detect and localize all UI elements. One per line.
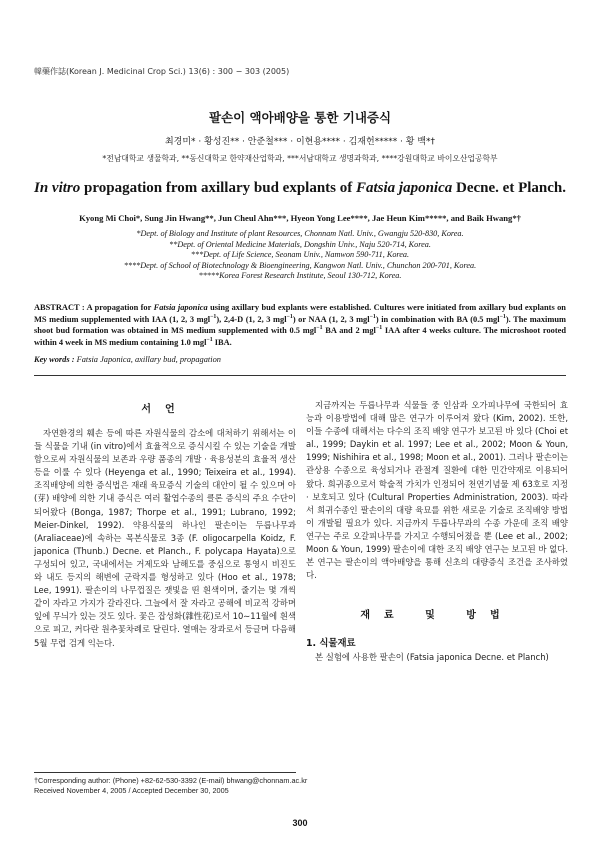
right-paragraph: 지금까지는 두릅나무과 식물들 중 인삼과 오가피나무에 국한되어 효능과 이용방법에 대해 많은 연구가 이루어져 왔다 (Kim, 2002). 또한, 이들 수종에 대해서는 다수의 조직 배양 연구가 보고된 바 있다 (Choi et al., 1999; Daykin et al. 1997; Lee et al., 2002; Moon & Youn, 1999; Nishihira et al., 1998; Moon et al., 2001). 그러나 팔손이는 관상용 수종으로 육성되거나 관절계 질환에 대한 민간약재로 이용되어 왔다. 희귀종으로서 학술적 가치가 인정되어 천연기념물 제 63호로 지정 · 보호되고 있다 (Cultural Properties Administration, 2003). 따라서 희귀수종인 팔손이의 대량 육묘를 위한 새로운 기술로 조직배양 방법이 개발될 필요가 있다. 지금까지 두릅나무과의 수종 가운데 조직 배양 연구는 주로 오갈피나무를 가지고 수행되어졌을 뿐 (Lee et al., 2002; Moon & Youn, 1999) 팔손이에 대한 조직 배양 연구는 보고된 바 없다. 본 연구는 팔손이의 액아배양을 통해 신초의 대량증식 조건을 조사하였다. <box>306 400 568 581</box>
title-species: Fatsia japonica <box>356 180 453 196</box>
korean-title: 팔손이 액아배양을 통한 기내증식 <box>208 110 392 125</box>
methods-body <box>306 651 568 664</box>
korean-affiliations: *전남대학교 생물학과, **동신대학교 한약재산업학과, ***서남대학교 생명과학과, ****강원대학교 바이오산업공학부 <box>102 154 498 163</box>
intro-body <box>34 427 296 650</box>
affiliation-1: *Dept. of Biology and Institute of plant Resources, Chonnam Natl. Univ., Gwangju 520-830, Korea. <box>136 229 464 238</box>
abstract-sup-3: −1 <box>369 313 376 320</box>
title-in-vitro: In vitro <box>34 180 81 196</box>
intro-heading: 서언 <box>141 404 189 415</box>
journal-header: 韓藥作誌(Korean J. Medicinal Crop Sci.) 13(6) : 300 − 303 (2005) <box>34 67 290 76</box>
affiliation-list <box>0 229 600 282</box>
corresponding-author-line: †Corresponding author: (Phone) +82-62-530-3392 (E-mail) bhwang@chonnam.ac.kr <box>34 776 308 785</box>
abstract-text-9: IBA. <box>212 337 232 347</box>
keywords-text: Fatsia Japonica, axillary bud, propagation <box>74 355 221 364</box>
keywords-label: Key words : <box>34 355 75 364</box>
right-column <box>306 399 568 664</box>
abstract-sup-4: −1 <box>499 313 506 320</box>
abstract <box>34 302 566 348</box>
methods-paragraph: 본 실험에 사용한 팔손이 (Fatsia japonica Decne. et Planch) <box>315 652 549 663</box>
abstract-text-7: BA and 2 mgl <box>322 326 376 336</box>
keywords <box>34 355 566 364</box>
abstract-sup-2: −1 <box>286 313 293 320</box>
abstract-text-6: ). The maximum shoot bud formation was obtained in MS medium supplemented with 0.5 mgl <box>34 314 566 336</box>
footnote <box>34 776 334 796</box>
abstract-sup-6: −1 <box>375 325 383 332</box>
abstract-species: Fatsia japonica <box>153 303 208 312</box>
left-column <box>34 400 296 650</box>
english-author-list: Kyong Mi Choi*, Sung Jin Hwang**, Jun Cheul Ahn***, Hyeon Yong Lee****, Jae Heun Kim*****, and Baik Hwang*† <box>79 213 521 223</box>
abstract-text-3: ), 2,4-D (1, 2, 3 mgl <box>216 314 287 324</box>
abstract-text-4: ) or NAA (1, 2, 3 mgl <box>292 314 370 324</box>
abstract-text-8: IAA after 4 weeks culture. The microshoot rooted within 4 week in MS medium containing 1.0 mgl <box>34 326 566 347</box>
abstract-text-2: using axillary bud explants were established. Cultures were initiated from axillary bud explants on MS medium supplemented with IAA (1, 2, 3 mgl <box>34 303 566 324</box>
english-title <box>0 180 600 197</box>
title-suffix: Decne. et Planch. <box>452 180 566 196</box>
affiliation-3: ***Dept. of Life Science, Seonam Univ., Namwon 590-711, Korea. <box>190 250 410 259</box>
right-body <box>306 399 568 582</box>
abstract-sup-7: −1 <box>206 336 213 343</box>
footnote-divider <box>34 772 296 773</box>
korean-author-list: 최경미* · 황성진** · 안준철*** · 이현용**** · 김재헌***** · 황 백*† <box>164 137 436 147</box>
affiliation-4: ****Dept. of School of Biotechnology & Bioengineering, Kangwon Natl. Univ., Chunchon 200-701, Korea. <box>123 260 477 270</box>
affiliation-5: *****Korea Forest Research Institute, Seoul 130-712, Korea. <box>198 271 402 280</box>
abstract-text-1: A propagation for <box>86 303 154 312</box>
plant-material-heading: 1. 식물재료 <box>306 638 356 650</box>
page-number: 300 <box>292 818 308 828</box>
intro-paragraph: 자연환경의 훼손 등에 따른 자원식물의 감소에 대처하기 위해서는 이들 식물을 기내 (in vitro)에서 효율적으로 증식시킬 수 있는 기술을 개발함으로써 자원식물의 보존과 우량 품종의 개발 · 육용성분의 효율적 생산 등을 이룰 수 있다 (Heyenga et al., 1990; Teixeira et al., 1994). 조직배양에 의한 증식법은 재래 육묘증식 기술의 대안이 될 수 있으며 아(芽) 배양에 의한 기내 증식은 여러 활엽수종의 클론 증식의 주요 수단이 되어왔다 (Bonga, 1987; Thorpe et al., 1991; Lubrano, 1992; Meier-Dinkel, 1992). 약용식물의 하나인 팔손이는 두릅나무과 (Araliaceae)에 속하는 목본식물로 3종 (F. oligocarpella Koidz, F. japonica (Thunb.) Decne. et Planch., F. polycapa Hayata)으로 구성되어 있고, 국내에서는 거제도와 남해도를 중심으로 통영시 비진도와 내도 등지의 해변에 군락지를 형성하고 있다 (Hoo et al., 1978; Lee, 1991). 팔손이의 나무껍질은 잿빛을 띤 흰색이며, 줄기는 몇 개씩 같이 자라고 가지가 갈라진다. 그늘에서 잘 자라고 공해에 비교적 강하며 잎에 무늬가 있는 것도 있다. 꽃은 잡성화(雜性花)로서 10∼11월에 흰색으로 피고, 커다란 원추꽃차례로 달린다. 열매는 장과로서 등글며 다음해 5월 무렵 검게 익는다. <box>34 428 296 648</box>
title-middle: propagation from axillary bud explants of <box>80 180 356 196</box>
affiliation-2: **Dept. of Oriental Medicine Materials, Dongshin Univ., Naju 520-714, Korea. <box>169 239 431 249</box>
abstract-text-5: ) in combination with BA (0.5 mgl <box>375 314 500 324</box>
header-divider <box>34 375 566 376</box>
abstract-sup-5: −1 <box>316 325 323 332</box>
methods-heading: 재료 및 방법 <box>360 610 514 622</box>
received-accepted-line: Received November 4, 2005 / Accepted December 30, 2005 <box>34 786 229 795</box>
abstract-sup-1: −1 <box>210 313 217 320</box>
abstract-label: ABSTRACT : <box>34 303 87 312</box>
